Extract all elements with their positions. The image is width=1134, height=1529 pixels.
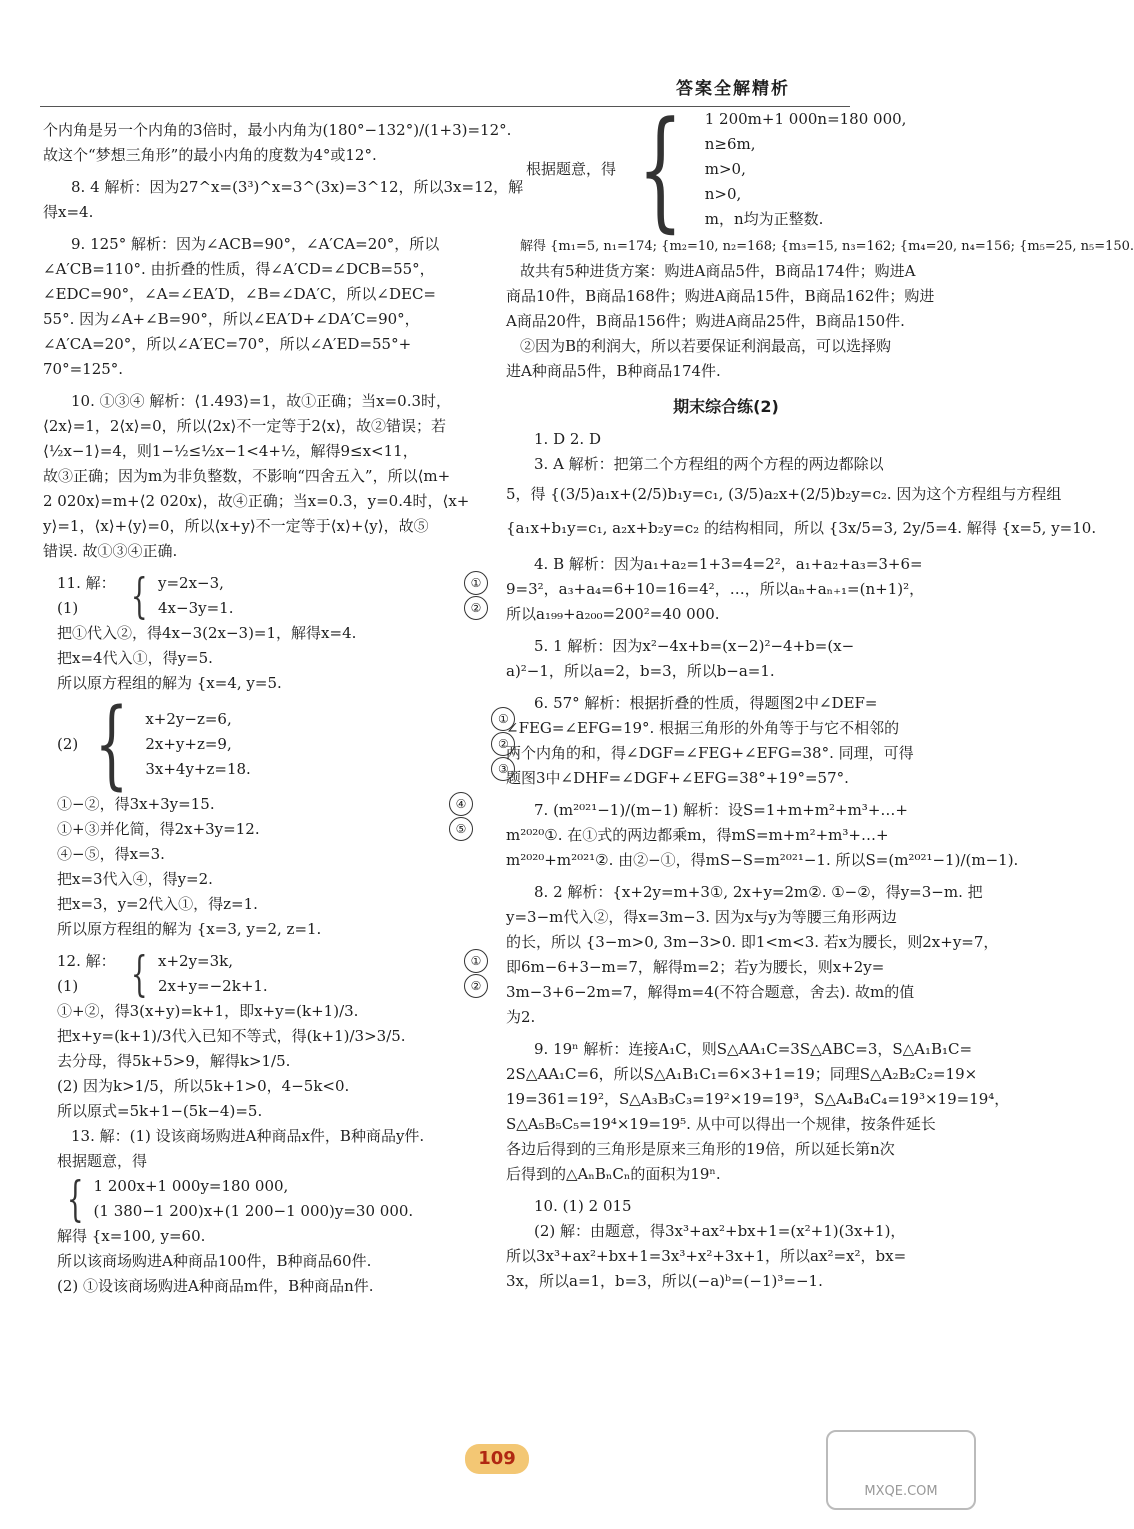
answer-10: 10. ①③④ 解析：⟨1.493⟩=1，故①正确；当x=0.3时， (71, 392, 452, 410)
circled-number: ④ (449, 792, 473, 816)
text-line: ∠A′CA=20°，所以∠A′EC=70°，所以∠A′ED=55°+ (43, 335, 412, 353)
text-line: 5，得 {(3/5)a₁x+(2/5)b₁y=c₁, (3/5)a₂x+(2/5)b₂y=c₂. 因为这个方程组与方程组 (506, 485, 1062, 503)
equation: 4x−3y=1. (158, 599, 234, 617)
text-line: 的长，所以 {3−m>0, 3m−3>0. 即1<m<3. 若x为腰长，则2x+y=7， (506, 933, 999, 951)
text-line: ②因为B的利润大，所以若要保证利润最高，可以选择购 (520, 337, 892, 355)
equation: (1 380−1 200)x+(1 200−1 000)y=30 000. (93, 1202, 414, 1220)
text-line: (2) 因为k>1/5，所以5k+1>0，4−5k<0. (57, 1077, 350, 1095)
answer-7: 7. (m²⁰²¹−1)/(m−1) 解析：设S=1+m+m²+m³+…+ (534, 801, 908, 819)
text-line: 所以原方程组的解为 {x=4, y=5. (57, 674, 282, 692)
text-line: {a₁x+b₁y=c₁, a₂x+b₂y=c₂ 的结构相同，所以 {3x/5=3, 2y/5=4. 解得 {x=5, y=10. (506, 519, 1097, 537)
text-line: 55°. 因为∠A+∠B=90°，所以∠EA′D+∠DA′C=90°， (43, 310, 420, 328)
text-line: 后得到的△AₙBₙCₙ的面积为19ⁿ. (506, 1165, 721, 1183)
text-line: 即6m−6+3−m=7，解得m=2；若y为腰长，则x+2y= (506, 958, 885, 976)
text-line: 所以3x³+ax²+bx+1=3x³+x²+3x+1，所以ax²=x²，bx= (506, 1247, 907, 1265)
text-line: 70°=125°. (43, 360, 124, 378)
equation: m>0, (704, 159, 746, 178)
text-line: 把x=3，y=2代入①，得z=1. (57, 895, 258, 913)
circled-number: ② (491, 732, 515, 756)
text-line: ⟨½x−1⟩=4，则1−½≤½x−1<4+½，解得9≤x<11， (43, 442, 418, 460)
answer-11-system: 11. 解：(1) { y=2x−3, ① 4x−3y=1. ② (43, 571, 488, 621)
text-line: 9=3²，a₃+a₄=6+10=16=4²，…，所以aₙ+aₙ₊₁=(n+1)²， (506, 580, 925, 598)
text-line: 把①代入②，得4x−3(2x−3)=1，解得x=4. (57, 624, 357, 642)
left-column (43, 118, 524, 1299)
answer-13: 13. 解：(1) 设该商场购进A种商品x件，B种商品y件. (71, 1127, 425, 1145)
text-line: 个内角是另一个内角的3倍时，最小内角为(180°−132°)/(1+3)=12°. (43, 121, 512, 139)
circled-number: ⑤ (449, 817, 473, 841)
text-line: y=3−m代入②，得x=3m−3. 因为x与y为等腰三角形两边 (506, 908, 897, 926)
answer-6: 6. 57° 解析：根据折叠的性质，得题图2中∠DEF= (534, 694, 878, 712)
text-line: (2) 解：由题意，得3x³+ax²+bx+1=(x²+1)(3x+1)， (534, 1222, 906, 1240)
answer-11-label: 11. 解：(1) (57, 574, 116, 617)
text-line: 得x=4. (43, 203, 94, 221)
equation: 1 200m+1 000n=180 000, (704, 109, 907, 128)
right-column (506, 93, 1134, 1294)
answer-10: 10. (1) 2 015 (534, 1197, 632, 1215)
circled-number: ② (464, 974, 488, 998)
text-line: 把x=3代入④，得y=2. (57, 870, 213, 888)
circled-number: ③ (491, 757, 515, 781)
text-line: 3m−3+6−2m=7，解得m=4(不符合题意，舍去). 故m的值 (506, 983, 915, 1001)
answer-12-system: 12. 解：(1) { x+2y=3k, ① 2x+y=−2k+1. ② (43, 949, 488, 999)
text-line: 商品10件，B商品168件；购进A商品15件，B商品162件；购进 (506, 287, 935, 305)
answer-5: 5. 1 解析：因为x²−4x+b=(x−2)²−4+b=(x− (534, 637, 855, 655)
equation: m，n均为正整数. (704, 209, 824, 228)
text-line: 把x+y=(k+1)/3代入已知不等式，得(k+1)/3>3/5. (57, 1027, 406, 1045)
equation: y=2x−3, (158, 574, 224, 592)
text-line: a)²−1，所以a=2，b=3，所以b−a=1. (506, 662, 775, 680)
section-title: 期末综合练(2) (673, 397, 779, 416)
answer-8: 8. 2 解析：{x+2y=m+3①, 2x+y=2m②. ①−②，得y=3−m. 把 (534, 883, 983, 901)
page-number: 109 (465, 1444, 529, 1474)
text-line: 所以该商场购进A种商品100件，B种商品60件. (57, 1252, 372, 1270)
text-line: ①−②，得3x+3y=15. (57, 795, 215, 813)
circled-number: ① (491, 707, 515, 731)
answer-11-2-system: (2) { x+2y−z=6, ① 2x+y+z=9, ② 3x+4y+z=18. ③ (43, 696, 488, 792)
solution-line: 解得 {m₁=5, n₁=174; {m₂=10, n₂=168; {m₃=15, n₃=162; {m₄=20, n₄=156; {m₅=25, n₅=150. (520, 239, 1134, 254)
text-line: S△A₅B₅C₅=19⁴×19=19⁵. 从中可以得出一个规律，按条件延长 (506, 1115, 936, 1133)
answer-13-system: { 1 200x+1 000y=180 000, (1 380−1 200)x+(1 200−1 000)y=30 000. (66, 1171, 414, 1227)
text-line: ∠FEG=∠EFG=19°. 根据三角形的外角等于与它不相邻的 (506, 719, 900, 737)
circled-number: ② (464, 596, 488, 620)
answer-9: 9. 19ⁿ 解析：连接A₁C，则S△AA₁C=3S△ABC=3，S△A₁B₁C= (534, 1040, 973, 1058)
text-line: 故这个“梦想三角形”的最小内角的度数为4°或12°. (43, 146, 377, 164)
equation: n>0, (704, 184, 742, 203)
answer-12-label: 12. 解：(1) (57, 952, 116, 995)
answer-8: 8. 4 解析：因为27^x=(3³)^x=3^(3x)=3^12，所以3x=12，解 (71, 178, 524, 196)
equation: x+2y−z=6, (145, 709, 232, 728)
equation: 2x+y+z=9, (145, 734, 232, 753)
answer-3: 3. A 解析：把第二个方程组的两个方程的两边都除以 (534, 455, 884, 473)
circled-number: ① (464, 571, 488, 595)
answer-9: 9. 125° 解析：因为∠ACB=90°，∠A′CA=20°，所以 (71, 235, 440, 253)
inequality-system: 根据题意，得 { 1 200m+1 000n=180 000, n≥6m, m>0, n>0, m，n均为正整数. (526, 93, 907, 245)
text-line: 所以原方程组的解为 {x=3, y=2, z=1. (57, 920, 322, 938)
text-line: 根据题意，得 (57, 1152, 148, 1170)
text-line: ①+③并化简，得2x+3y=12. (57, 820, 260, 838)
text-line: 2S△AA₁C=6，所以S△A₁B₁C₁=6×3+1=19；同理S△A₂B₂C₂=19× (506, 1065, 978, 1083)
system-label: 根据题意，得 (526, 159, 617, 178)
text-line: 各边后得到的三角形是原来三角形的19倍，所以延长第n次 (506, 1140, 895, 1158)
text-line: 故③正确；因为m为非负整数，不影响“四舍五入”，所以⟨m+ (43, 467, 451, 485)
equation: n≥6m, (704, 134, 756, 153)
text-line: 故共有5种进货方案：购进A商品5件，B商品174件；购进A (520, 262, 916, 280)
text-line: 2 020x⟩=m+⟨2 020x⟩，故④正确；当x=0.3，y=0.4时，⟨x+ (43, 492, 470, 510)
text-line: ⟨2x⟩=1，2⟨x⟩=0，所以⟨2x⟩不一定等于2⟨x⟩，故②错误；若 (43, 417, 447, 435)
text-line: 解得 {x=100, y=60. (57, 1227, 206, 1245)
equation: 1 200x+1 000y=180 000, (93, 1177, 289, 1195)
watermark: MXQE.COM (826, 1430, 976, 1510)
text-line: 19=361=19²，S△A₃B₃C₃=19²×19=19³，S△A₄B₄C₄=19³×19=19⁴， (506, 1090, 1010, 1108)
text-line: 为2. (506, 1008, 536, 1026)
text-line: 所以原式=5k+1−(5k−4)=5. (57, 1102, 263, 1120)
header-title: 答案全解精析 (676, 79, 790, 99)
equation: 3x+4y+z=18. (145, 759, 251, 778)
text-line: ④−⑤，得x=3. (57, 845, 165, 863)
text-line: (2) ①设该商场购进A种商品m件，B种商品n件. (57, 1277, 374, 1295)
text-line: y⟩=1，⟨x⟩+⟨y⟩=0，所以⟨x+y⟩不一定等于⟨x⟩+⟨y⟩，故⑤ (43, 517, 429, 535)
text-line: m²⁰²⁰+m²⁰²¹②. 由②−①，得mS−S=m²⁰²¹−1. 所以S=(m²⁰²¹−1)/(m−1). (506, 851, 1019, 869)
text-line: ∠A′CB=110°. 由折叠的性质，得∠A′CD=∠DCB=55°， (43, 260, 435, 278)
equation: x+2y=3k, (158, 952, 234, 970)
circled-number: ① (464, 949, 488, 973)
text-line: 所以a₁₉₉+a₂₀₀=200²=40 000. (506, 605, 720, 623)
text-line: 去分母，得5k+5>9，解得k>1/5. (57, 1052, 291, 1070)
text-line: 题图3中∠DHF=∠DGF+∠EFG=38°+19°=57°. (506, 769, 849, 787)
text-line: 错误. 故①③④正确. (43, 542, 178, 560)
text-line: 3x，所以a=1，b=3，所以(−a)ᵇ=(−1)³=−1. (506, 1272, 823, 1290)
text-line: 两个内角的和，得∠DGF=∠FEG+∠EFG=38°. 同理，可得 (506, 744, 914, 762)
text-line: ①+②，得3(x+y)=k+1，即x+y=(k+1)/3. (57, 1002, 359, 1020)
answer-1-2: 1. D 2. D (534, 430, 601, 448)
answer-4: 4. B 解析：因为a₁+a₂=1+3=4=2²，a₁+a₂+a₃=3+6= (534, 555, 923, 573)
text-line: A商品20件，B商品156件；购进A商品25件，B商品150件. (506, 312, 905, 330)
text-line: 把x=4代入①，得y=5. (57, 649, 213, 667)
text-line: 进A种商品5件，B种商品174件. (506, 362, 721, 380)
sub-label: (2) (57, 734, 79, 753)
text-line: m²⁰²⁰①. 在①式的两边都乘m，得mS=m+m²+m³+…+ (506, 826, 889, 844)
text-line: ∠EDC=90°，∠A=∠EA′D，∠B=∠DA′C，所以∠DEC= (43, 285, 436, 303)
equation: 2x+y=−2k+1. (158, 977, 268, 995)
